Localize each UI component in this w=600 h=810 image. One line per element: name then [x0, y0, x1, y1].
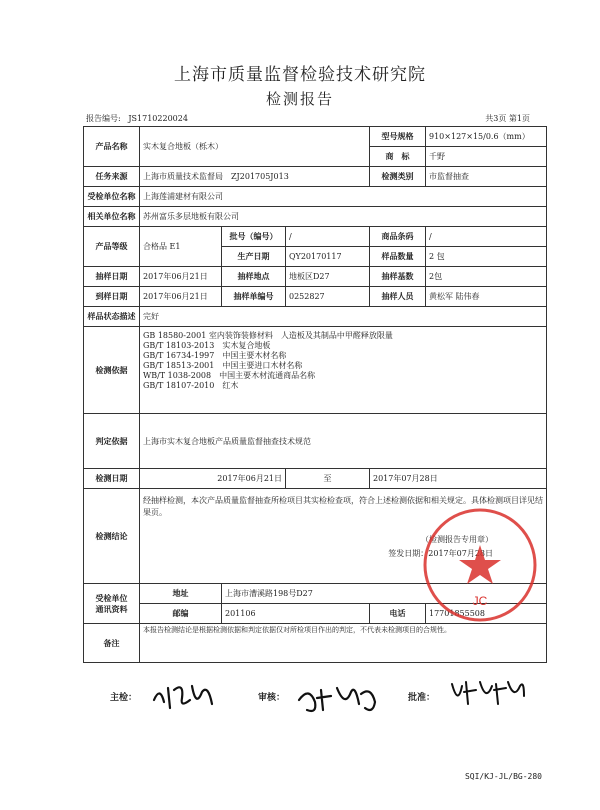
form-code: SQI/KJ-JL/BG-280	[464, 772, 542, 781]
production-date: QY20170117	[286, 247, 370, 267]
remarks: 本报告检测结论是根据检测依据和判定依据仅对所检项目作出的判定，不代表未检测项目的合规性。	[140, 624, 547, 663]
page-info: 共3页 第1页	[485, 114, 530, 123]
test-type-label: 检测类别	[370, 167, 426, 187]
sampling-base-label: 抽样基数	[370, 267, 426, 287]
judge-basis: 上海市实木复合地板产品质量监督抽查技术规范	[140, 414, 547, 469]
official-seal	[420, 505, 540, 625]
chief-signature	[150, 678, 220, 714]
test-type: 市监督抽查	[426, 167, 547, 187]
conclusion-text: 经抽样检测，本次产品质量监督抽查所检项目其实检检查项，符合上述检测依据和相关规定。具体检测项目详见结果页。	[143, 496, 543, 517]
model: 910×127×15/0.6（mm）	[426, 127, 547, 147]
seal-sub-text: JC	[472, 594, 488, 608]
document-title: 检测报告	[265, 90, 334, 108]
arrival-date: 2017年06月21日	[140, 287, 222, 307]
basis-line: GB/T 18103-2013 实木复合地板	[143, 341, 271, 350]
sampler-label: 抽样人员	[370, 287, 426, 307]
task-source: 上海市质量技术监督局 ZJ201705J013	[140, 167, 370, 187]
test-date-label: 检测日期	[84, 469, 140, 489]
basis-line: GB/T 18513-2001 中国主要进口木材名称	[143, 361, 303, 370]
trademark-label: 商 标	[370, 147, 426, 167]
sample-sheet-no-label: 抽样单编号	[222, 287, 286, 307]
inspected-unit-label: 受检单位名称	[84, 187, 140, 207]
phone: 17701855508	[426, 604, 547, 624]
reviewer-signature	[295, 680, 385, 720]
product-name-label: 产品名称	[84, 127, 140, 167]
reviewer-label: 审核：	[258, 693, 286, 703]
barcode: /	[426, 227, 547, 247]
task-source-label: 任务来源	[84, 167, 140, 187]
inspected-unit: 上海莲浦建材有限公司	[140, 187, 547, 207]
basis-line: WB/T 1038-2008 中国主要木材流通商品名称	[143, 371, 316, 380]
address-label: 地址	[140, 584, 222, 604]
issue-date-value: 2017年07月28日	[428, 549, 493, 558]
sampling-date: 2017年06月21日	[140, 267, 222, 287]
approver-signature	[448, 676, 528, 710]
judge-basis-label: 判定依据	[84, 414, 140, 469]
manufacturer-label: 相关单位名称	[84, 207, 140, 227]
sample-state-label: 样品状态描述	[84, 307, 140, 327]
address: 上海市漕溪路198号D27	[222, 584, 547, 604]
product-name: 实木复合地板（栎木）	[140, 127, 370, 167]
trademark: 千野	[426, 147, 547, 167]
conclusion-label: 检测结论	[84, 489, 140, 584]
sample-quantity-label: 样品数量	[370, 247, 426, 267]
basis-line: GB 18580-2001 室内装饰装修材料 人造板及其制品中甲醛释放限量	[143, 331, 393, 340]
report-number-value: JS1710220024	[128, 114, 188, 123]
test-date-to-word: 至	[286, 469, 370, 489]
grade-label: 产品等级	[84, 227, 140, 267]
sampling-date-label: 抽样日期	[84, 267, 140, 287]
grade: 合格品 E1	[140, 227, 222, 267]
sample-quantity: 2 包	[426, 247, 547, 267]
sample-state: 完好	[140, 307, 547, 327]
basis-line: GB/T 16734-1997 中国主要木材名称	[143, 351, 287, 360]
institute-title: 上海市质量监督检验技术研究院	[174, 65, 426, 85]
arrival-date-label: 到样日期	[84, 287, 140, 307]
production-date-label: 生产日期	[222, 247, 286, 267]
conclusion-seal-note: （检测报告专用章）	[421, 535, 493, 544]
barcode-label: 商品条码	[370, 227, 426, 247]
manufacturer: 苏州富乐多层地板有限公司	[140, 207, 547, 227]
test-basis	[140, 327, 547, 414]
report-number-label: 报告编号:	[86, 114, 121, 123]
sampling-place-label: 抽样地点	[222, 267, 286, 287]
test-basis-label: 检测依据	[84, 327, 140, 414]
approver-label: 批准：	[408, 693, 436, 703]
postcode: 201106	[222, 604, 370, 624]
batch: /	[286, 227, 370, 247]
sampler: 黄松军 陆伟春	[426, 287, 547, 307]
batch-label: 批号（编号）	[222, 227, 286, 247]
remarks-label: 备注	[84, 624, 140, 663]
contact-info-label: 受检单位 通讯资料	[84, 584, 140, 624]
model-label: 型号规格	[370, 127, 426, 147]
sample-sheet-no: 0252827	[286, 287, 370, 307]
chief-inspector-label: 主检：	[110, 693, 138, 703]
basis-line: GB/T 18107-2010 红木	[143, 381, 239, 390]
test-date-to: 2017年07月28日	[370, 469, 547, 489]
phone-label: 电话	[370, 604, 426, 624]
report-number	[86, 113, 188, 124]
sampling-base: 2包	[426, 267, 547, 287]
issue-date-label: 签发日期：	[388, 549, 429, 558]
test-date-from: 2017年06月21日	[140, 469, 286, 489]
postcode-label: 邮编	[140, 604, 222, 624]
sampling-place: 地板区D27	[286, 267, 370, 287]
